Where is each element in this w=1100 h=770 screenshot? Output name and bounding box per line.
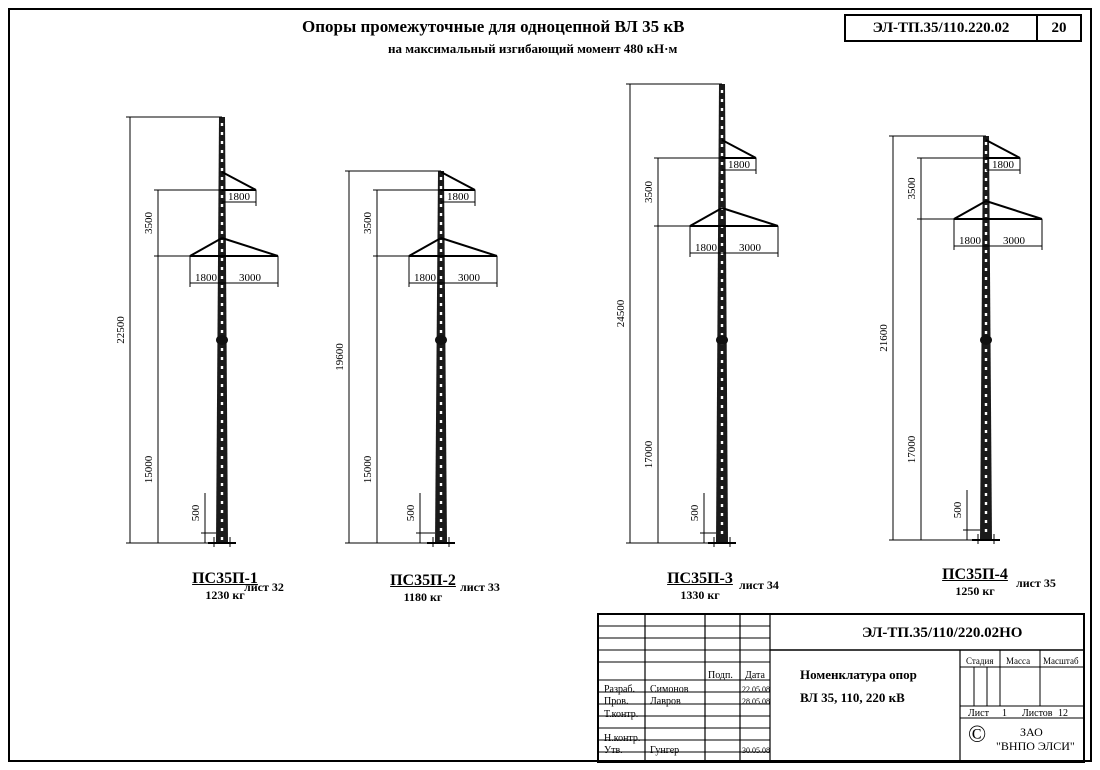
pole-lattice-hole xyxy=(985,187,987,190)
dim-lower-height: 15000 xyxy=(143,455,155,484)
pole-lattice-hole xyxy=(440,231,442,234)
titleblock-role: Пров. xyxy=(604,696,629,707)
upper-crossarm xyxy=(222,172,256,190)
pole-lattice-hole xyxy=(440,429,442,432)
pole-name: ПС35П-1 xyxy=(192,570,258,587)
pole-lattice-hole xyxy=(721,459,723,462)
pole-lattice-hole xyxy=(985,322,987,325)
pole-lattice-hole xyxy=(440,204,442,207)
dim-upper-arm: 1800 xyxy=(728,159,750,171)
pole-name: ПС35П-3 xyxy=(667,570,733,587)
pole-lattice-hole xyxy=(985,268,987,271)
pole-lattice-hole xyxy=(721,513,723,516)
titleblock-person: Гунгер xyxy=(650,745,680,756)
dim-lower-arm-right: 3000 xyxy=(458,272,480,284)
pole-lattice-hole xyxy=(221,195,223,198)
pole-lattice-hole xyxy=(221,285,223,288)
pole-lattice-hole xyxy=(985,277,987,280)
pole-lattice-hole xyxy=(221,492,223,495)
pole-lattice-hole xyxy=(440,276,442,279)
pole-lattice-hole xyxy=(985,457,987,460)
pole-lattice-hole xyxy=(985,466,987,469)
dim-lower-arm-right: 3000 xyxy=(739,242,761,254)
copyright-icon: © xyxy=(968,722,987,748)
titleblock-person: Симонов xyxy=(650,684,689,695)
lower-crossarm xyxy=(722,208,778,226)
pole-lattice-hole xyxy=(221,456,223,459)
pole-lattice-hole xyxy=(721,180,723,183)
pole-lattice-hole xyxy=(221,384,223,387)
pole-lattice-hole xyxy=(721,261,723,264)
dim-lower-arm-right: 3000 xyxy=(239,272,261,284)
pole-lattice-hole xyxy=(985,376,987,379)
pole-joint xyxy=(716,335,728,345)
titleblock-col-date: Дата xyxy=(745,670,765,681)
pole-lattice-hole xyxy=(985,493,987,496)
titleblock-person: Лавров xyxy=(650,696,681,707)
upper-crossarm xyxy=(441,172,475,190)
dim-footing: 500 xyxy=(689,504,701,522)
pole-sheet-3: лист 34 xyxy=(739,578,779,592)
pole-lattice-hole xyxy=(985,367,987,370)
pole-lattice-hole xyxy=(440,483,442,486)
dim-crossarm-spacing: 3500 xyxy=(362,212,374,234)
titleblock-name-line1: Номенклатура опор xyxy=(800,667,917,682)
dim-crossarm-spacing: 3500 xyxy=(143,212,155,234)
pole-lattice-hole xyxy=(440,195,442,198)
pole-lattice-hole xyxy=(221,267,223,270)
lower-crossarm xyxy=(222,238,278,256)
pole-lattice-hole xyxy=(440,312,442,315)
pole-lattice-hole xyxy=(721,486,723,489)
pole-lattice-hole xyxy=(221,258,223,261)
titleblock-name-line2: ВЛ 35, 110, 220 кВ xyxy=(800,690,905,705)
pole-lattice-hole xyxy=(721,495,723,498)
pole-lattice-hole xyxy=(985,412,987,415)
pole-lattice-hole xyxy=(721,234,723,237)
lower-crossarm xyxy=(986,201,1042,219)
pole-lattice-hole xyxy=(221,276,223,279)
pole-lattice-hole xyxy=(985,304,987,307)
pole-mass: 1250 кг xyxy=(955,584,995,598)
pole-lattice-hole xyxy=(985,214,987,217)
lower-crossarm xyxy=(190,238,222,256)
pole-shaft xyxy=(716,84,728,543)
pole-lattice-hole xyxy=(985,484,987,487)
pole-lattice-hole xyxy=(440,240,442,243)
pole-lattice-hole xyxy=(985,142,987,145)
pole-lattice-hole xyxy=(440,393,442,396)
pole-lattice-hole xyxy=(221,393,223,396)
pole-lattice-hole xyxy=(440,447,442,450)
pole-mass: 1330 кг xyxy=(680,588,720,602)
dim-footing: 500 xyxy=(952,501,964,519)
titleblock-scale: Масштаб xyxy=(1043,656,1079,666)
titleblock-role: Разраб. xyxy=(604,684,635,695)
titleblock-role: Т.контр. xyxy=(604,709,639,720)
header-page-number: 20 xyxy=(1036,14,1082,42)
pole-lattice-hole xyxy=(721,198,723,201)
pole-sheet-4: лист 35 xyxy=(1016,576,1056,590)
dim-footing: 500 xyxy=(405,504,417,522)
pole-lattice-hole xyxy=(721,504,723,507)
pole-lattice-hole xyxy=(985,331,987,334)
pole-lattice-hole xyxy=(221,465,223,468)
pole-joint xyxy=(435,335,447,345)
pole-lattice-hole xyxy=(221,159,223,162)
pole-lattice-hole xyxy=(440,249,442,252)
pole-lattice-hole xyxy=(721,279,723,282)
pole-lattice-hole xyxy=(221,447,223,450)
titleblock-date: 22.05.08 xyxy=(742,685,770,694)
dim-upper-arm: 1800 xyxy=(992,159,1014,171)
titleblock-mass: Масса xyxy=(1006,656,1031,666)
pole-lattice-hole xyxy=(721,378,723,381)
pole-lattice-hole xyxy=(221,528,223,531)
pole-lattice-hole xyxy=(221,150,223,153)
pole-lattice-hole xyxy=(721,288,723,291)
dim-lower-arm-left: 1800 xyxy=(195,272,217,284)
titleblock-sheets-label: Листов xyxy=(1022,708,1053,719)
lower-crossarm xyxy=(409,238,441,256)
pole-lattice-hole xyxy=(440,528,442,531)
pole-lattice-hole xyxy=(721,423,723,426)
pole-lattice-hole xyxy=(440,366,442,369)
dim-footing: 500 xyxy=(190,504,202,522)
pole-mass: 1180 кг xyxy=(403,590,443,604)
upper-crossarm xyxy=(722,140,756,158)
pole-lattice-hole xyxy=(221,177,223,180)
pole-lattice-hole xyxy=(221,132,223,135)
pole-lattice-hole xyxy=(721,99,723,102)
pole-lattice-hole xyxy=(440,519,442,522)
pole-lattice-hole xyxy=(440,321,442,324)
pole-lattice-hole xyxy=(721,315,723,318)
dim-crossarm-spacing: 3500 xyxy=(906,177,918,200)
pole-lattice-hole xyxy=(221,510,223,513)
pole-lattice-hole xyxy=(221,402,223,405)
pole-lattice-hole xyxy=(221,366,223,369)
pole-lattice-hole xyxy=(985,286,987,289)
pole-lattice-hole xyxy=(721,351,723,354)
drawing-subtitle: на максимальный изгибающий момент 480 кН·м xyxy=(388,41,678,56)
pole-label-2 xyxy=(378,572,468,605)
titleblock-date: 28.05.08 xyxy=(742,697,770,706)
pole-lattice-hole xyxy=(440,501,442,504)
pole-lattice-hole xyxy=(985,430,987,433)
pole-lattice-hole xyxy=(721,243,723,246)
pole-lattice-hole xyxy=(985,439,987,442)
pole-lattice-hole xyxy=(985,358,987,361)
pole-lattice-hole xyxy=(721,90,723,93)
dim-lower-height: 17000 xyxy=(643,440,655,469)
pole-lattice-hole xyxy=(721,126,723,129)
pole-lattice-hole xyxy=(721,360,723,363)
pole-lattice-hole xyxy=(985,529,987,532)
pole-lattice-hole xyxy=(985,448,987,451)
pole-lattice-hole xyxy=(440,222,442,225)
pole-lattice-hole xyxy=(221,240,223,243)
pole-lattice-hole xyxy=(440,258,442,261)
titleblock-doc-code: ЭЛ-ТП.35/110/220.02НО xyxy=(862,625,1023,641)
pole-lattice-hole xyxy=(440,375,442,378)
pole-lattice-hole xyxy=(985,511,987,514)
dim-total-height: 22500 xyxy=(115,316,127,344)
lower-crossarm xyxy=(954,201,986,219)
pole-lattice-hole xyxy=(440,474,442,477)
pole-lattice-hole xyxy=(721,162,723,165)
pole-lattice-hole xyxy=(721,270,723,273)
pole-lattice-hole xyxy=(221,429,223,432)
pole-lattice-hole xyxy=(440,510,442,513)
pole-lattice-hole xyxy=(440,465,442,468)
titleblock-col-sign: Подп. xyxy=(708,670,733,681)
dim-upper-arm: 1800 xyxy=(228,191,250,203)
pole-lattice-hole xyxy=(721,189,723,192)
pole-lattice-hole xyxy=(221,123,223,126)
pole-lattice-hole xyxy=(985,349,987,352)
pole-lattice-hole xyxy=(221,420,223,423)
pole-lattice-hole xyxy=(985,160,987,163)
pole-lattice-hole xyxy=(985,502,987,505)
pole-lattice-hole xyxy=(221,222,223,225)
pole-lattice-hole xyxy=(440,357,442,360)
drawing-title: Опоры промежуточные для одноцепной ВЛ 35 кВ xyxy=(302,17,685,36)
pole-lattice-hole xyxy=(985,385,987,388)
pole-lattice-hole xyxy=(440,420,442,423)
pole-lattice-hole xyxy=(221,168,223,171)
pole-lattice-hole xyxy=(721,477,723,480)
pole-lattice-hole xyxy=(440,411,442,414)
pole-label-3 xyxy=(655,570,745,603)
dim-lower-height: 15000 xyxy=(362,455,374,484)
pole-lattice-hole xyxy=(440,348,442,351)
pole-lattice-hole xyxy=(221,312,223,315)
pole-lattice-hole xyxy=(721,144,723,147)
pole-lattice-hole xyxy=(440,177,442,180)
pole-mass: 1230 кг xyxy=(205,588,245,602)
pole-lattice-hole xyxy=(221,204,223,207)
pole-lattice-hole xyxy=(440,294,442,297)
pole-lattice-hole xyxy=(440,213,442,216)
pole-joint xyxy=(216,335,228,345)
titleblock-company-line2: "ВНПО ЭЛСИ" xyxy=(996,739,1075,753)
pole-lattice-hole xyxy=(721,324,723,327)
titleblock-role: Н.контр. xyxy=(604,733,641,744)
dim-lower-height: 17000 xyxy=(906,435,918,464)
dim-lower-arm-right: 3000 xyxy=(1003,235,1025,247)
pole-lattice-hole xyxy=(721,306,723,309)
pole-lattice-hole xyxy=(221,537,223,540)
dim-total-height: 24500 xyxy=(615,299,627,328)
pole-lattice-hole xyxy=(985,205,987,208)
titleblock-sheets-value: 12 xyxy=(1058,708,1068,719)
pole-lattice-hole xyxy=(985,475,987,478)
pole-lattice-hole xyxy=(221,474,223,477)
pole-lattice-hole xyxy=(985,295,987,298)
titleblock-date: 30.05.08 xyxy=(742,746,770,755)
pole-lattice-hole xyxy=(221,141,223,144)
pole-lattice-hole xyxy=(221,519,223,522)
pole-lattice-hole xyxy=(721,117,723,120)
pole-lattice-hole xyxy=(985,313,987,316)
pole-lattice-hole xyxy=(440,492,442,495)
pole-lattice-hole xyxy=(985,241,987,244)
pole-lattice-hole xyxy=(221,294,223,297)
pole-lattice-hole xyxy=(221,213,223,216)
pole-lattice-hole xyxy=(221,321,223,324)
pole-name: ПС35П-2 xyxy=(390,572,456,589)
pole-lattice-hole xyxy=(985,394,987,397)
pole-lattice-hole xyxy=(985,196,987,199)
pole-lattice-hole xyxy=(440,285,442,288)
pole-name: ПС35П-4 xyxy=(942,566,1008,583)
dim-crossarm-spacing: 3500 xyxy=(643,181,655,203)
pole-lattice-hole xyxy=(721,441,723,444)
pole-lattice-hole xyxy=(221,231,223,234)
dim-lower-arm-left: 1800 xyxy=(695,242,717,254)
pole-lattice-hole xyxy=(221,249,223,252)
pole-lattice-hole xyxy=(221,501,223,504)
pole-label-4 xyxy=(930,566,1020,599)
titleblock-sheet-label: Лист xyxy=(968,708,989,719)
pole-lattice-hole xyxy=(985,421,987,424)
lower-crossarm xyxy=(690,208,722,226)
pole-lattice-hole xyxy=(721,522,723,525)
pole-lattice-hole xyxy=(721,216,723,219)
pole-lattice-hole xyxy=(440,303,442,306)
pole-lattice-hole xyxy=(221,357,223,360)
pole-lattice-hole xyxy=(985,223,987,226)
pole-joint xyxy=(980,335,992,345)
pole-lattice-hole xyxy=(440,537,442,540)
titleblock-role: Утв. xyxy=(604,745,623,756)
dim-lower-arm-left: 1800 xyxy=(959,235,981,247)
pole-lattice-hole xyxy=(985,232,987,235)
titleblock-company-line1: ЗАО xyxy=(1020,725,1043,739)
pole-lattice-hole xyxy=(721,108,723,111)
lower-crossarm xyxy=(441,238,497,256)
pole-lattice-hole xyxy=(985,520,987,523)
pole-lattice-hole xyxy=(721,432,723,435)
pole-lattice-hole xyxy=(721,387,723,390)
pole-lattice-hole xyxy=(721,297,723,300)
titleblock-stage: Стадия xyxy=(966,656,994,666)
pole-lattice-hole xyxy=(721,450,723,453)
pole-lattice-hole xyxy=(440,456,442,459)
pole-lattice-hole xyxy=(721,531,723,534)
pole-lattice-hole xyxy=(985,403,987,406)
upper-crossarm xyxy=(986,140,1020,158)
dim-upper-arm: 1800 xyxy=(447,191,469,203)
pole-lattice-hole xyxy=(721,396,723,399)
pole-lattice-hole xyxy=(721,135,723,138)
pole-lattice-hole xyxy=(985,250,987,253)
dim-total-height: 21600 xyxy=(878,324,890,352)
dim-lower-arm-left: 1800 xyxy=(414,272,436,284)
pole-lattice-hole xyxy=(221,348,223,351)
pole-lattice-hole xyxy=(721,369,723,372)
pole-sheet-1: лист 32 xyxy=(244,580,284,594)
pole-lattice-hole xyxy=(985,178,987,181)
pole-lattice-hole xyxy=(440,186,442,189)
pole-lattice-hole xyxy=(440,402,442,405)
pole-lattice-hole xyxy=(721,468,723,471)
pole-lattice-hole xyxy=(440,384,442,387)
pole-lattice-hole xyxy=(221,375,223,378)
pole-lattice-hole xyxy=(440,267,442,270)
pole-lattice-hole xyxy=(721,171,723,174)
pole-lattice-hole xyxy=(221,438,223,441)
titleblock-sheet-value: 1 xyxy=(1002,708,1007,719)
header-doc-code: ЭЛ-ТП.35/110.220.02 xyxy=(844,14,1036,42)
dim-total-height: 19600 xyxy=(334,343,346,371)
pole-lattice-hole xyxy=(985,259,987,262)
pole-lattice-hole xyxy=(221,411,223,414)
pole-lattice-hole xyxy=(221,330,223,333)
pole-lattice-hole xyxy=(721,405,723,408)
pole-lattice-hole xyxy=(440,438,442,441)
pole-lattice-hole xyxy=(440,330,442,333)
pole-lattice-hole xyxy=(985,151,987,154)
pole-lattice-hole xyxy=(221,186,223,189)
pole-lattice-hole xyxy=(721,153,723,156)
pole-sheet-2: лист 33 xyxy=(460,580,500,594)
pole-lattice-hole xyxy=(221,483,223,486)
pole-lattice-hole xyxy=(221,303,223,306)
pole-lattice-hole xyxy=(721,414,723,417)
